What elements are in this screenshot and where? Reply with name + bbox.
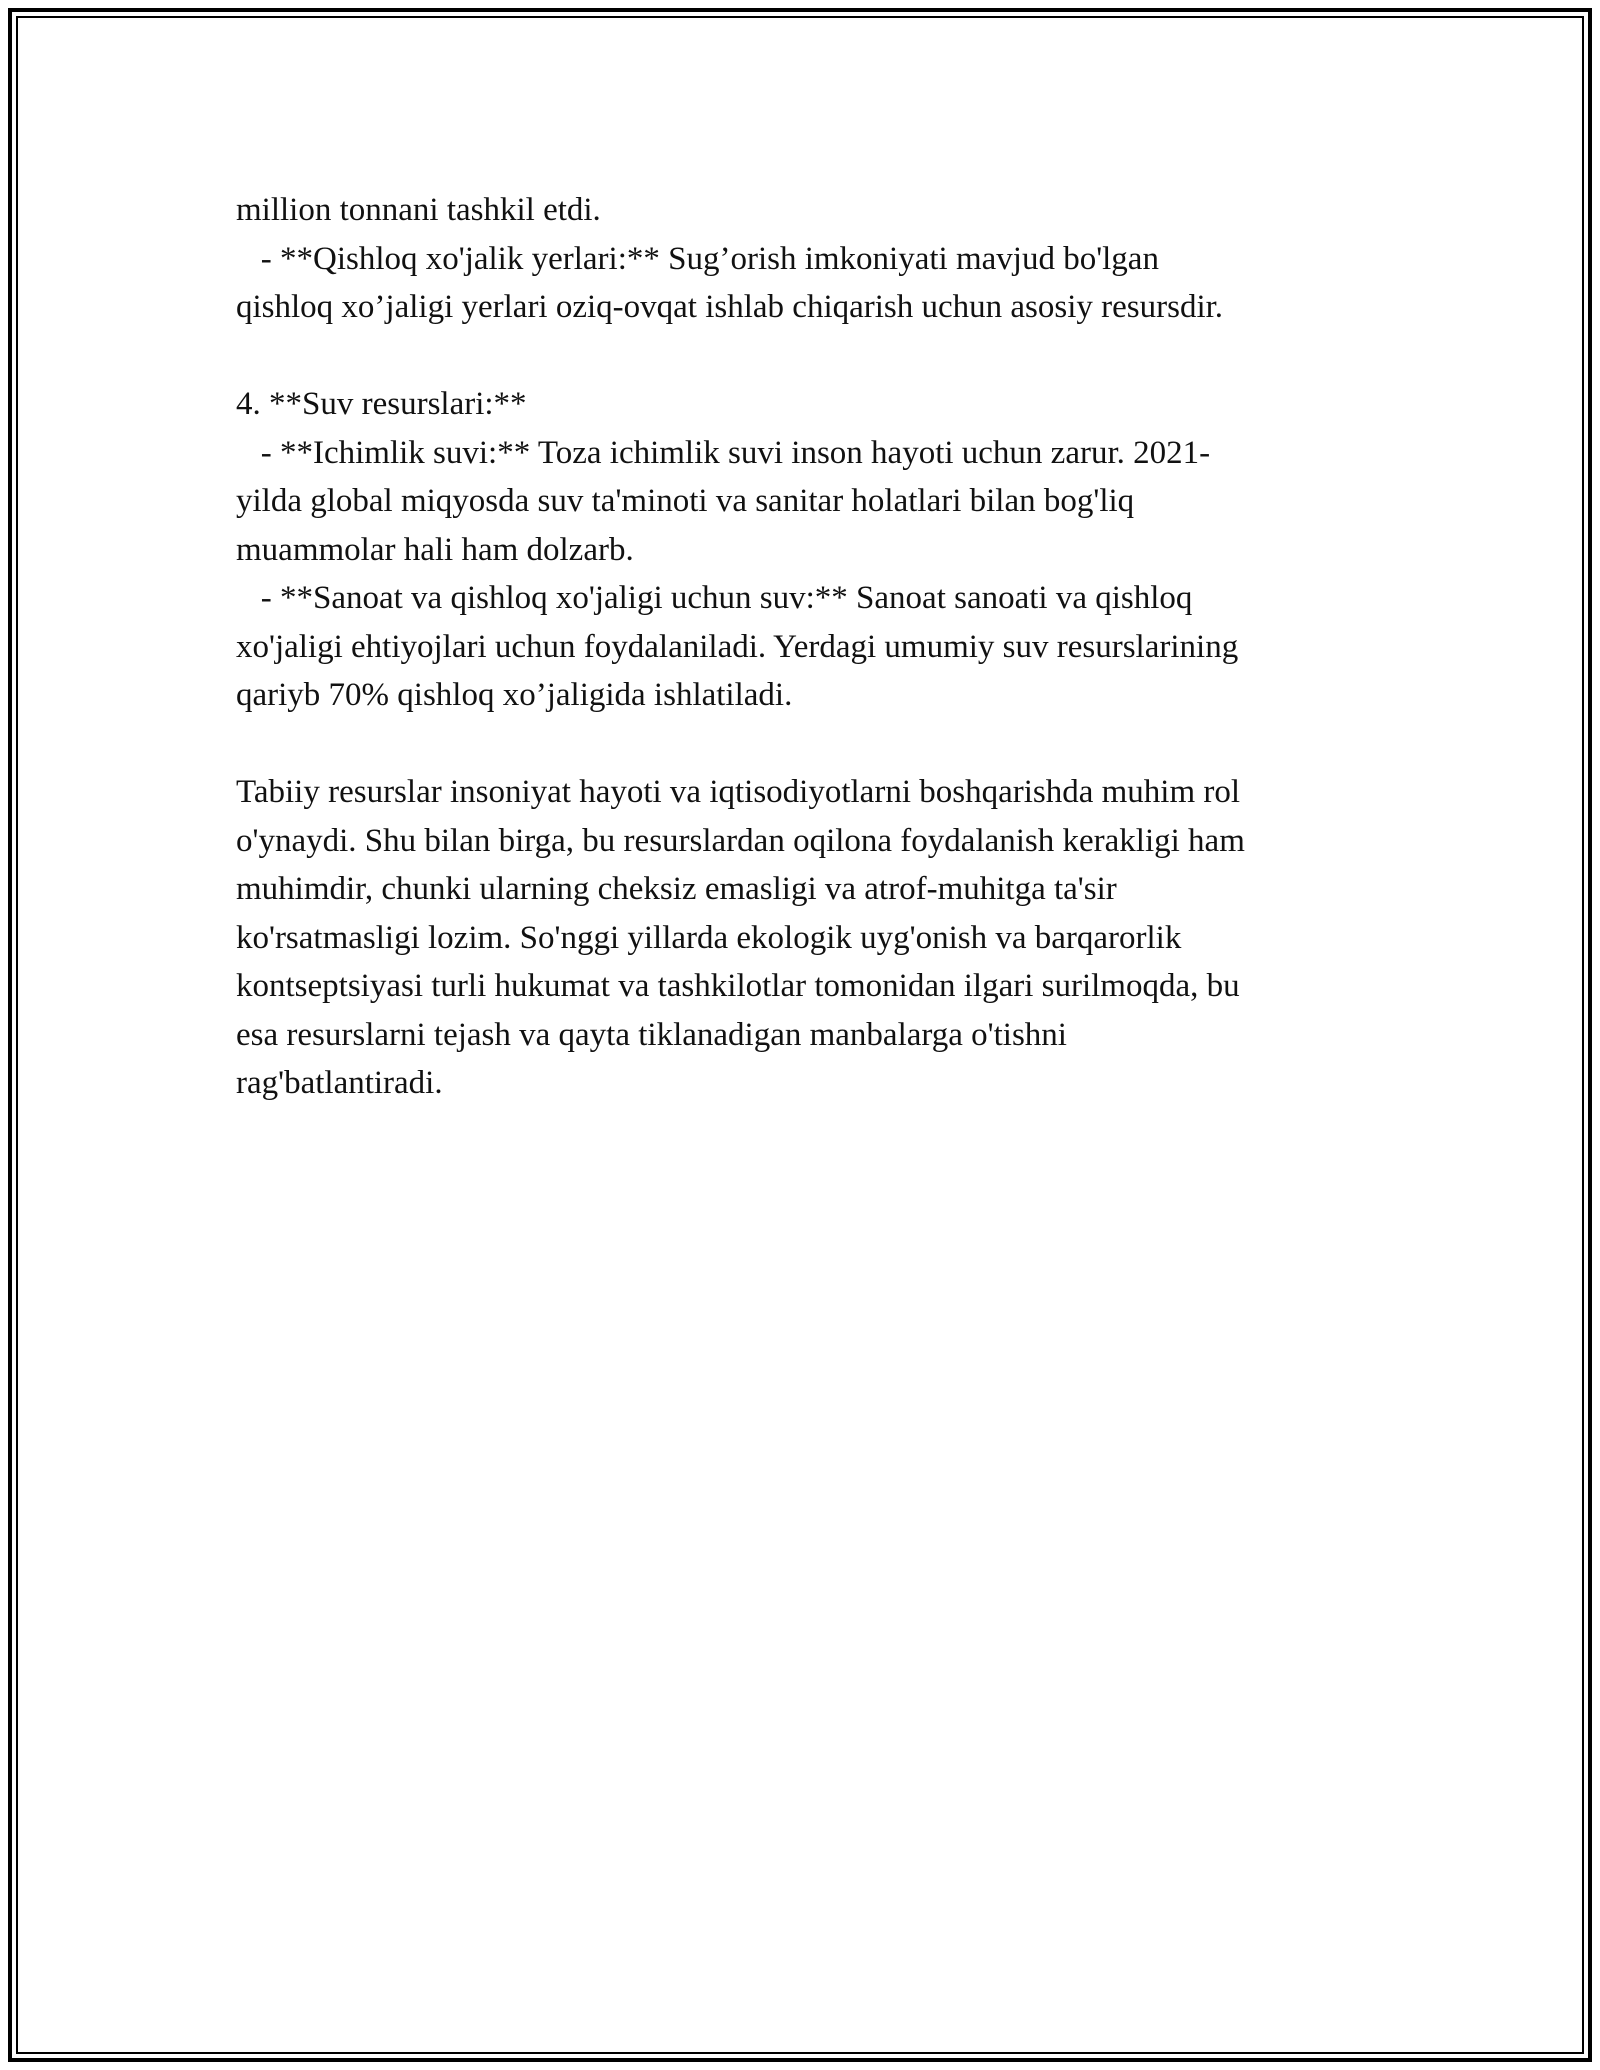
document-body	[236, 186, 1376, 1108]
text-line: o'ynaydi. Shu bilan birga, bu resurslardan oqilona foydalanish kerakligi ham	[236, 822, 1245, 859]
text-line: Tabiiy resurslar insoniyat hayoti va iqtisodiyotlarni boshqarishda muhim rol	[236, 774, 1241, 810]
bullet-drinking-water	[236, 429, 1376, 575]
bullet-industrial-water	[236, 574, 1376, 720]
text-line: - **Sanoat va qishloq xo'jaligi uchun suv:** Sanoat sanoati va qishloq	[236, 580, 1193, 616]
text-line: - **Ichimlik suvi:** Toza ichimlik suvi inson hayoti uchun zarur. 2021-	[236, 434, 1211, 471]
text-line: rag'batlantiradi.	[236, 1065, 443, 1101]
text-line: - **Qishloq xo'jalik yerlari:** Sug’orish imkoniyati mavjud bo'lgan	[236, 240, 1159, 277]
conclusion-paragraph	[236, 768, 1376, 1108]
bullet-agricultural-land	[236, 235, 1376, 332]
paragraph-spacer	[236, 332, 1376, 381]
text-line: qariyb 70% qishloq xo’jaligida ishlatiladi.	[236, 677, 793, 713]
section-heading: 4. **Suv resurslari:**	[236, 386, 527, 422]
text-line: qishloq xo’jaligi yerlari oziq-ovqat ishlab chiqarish uchun asosiy resursdir.	[236, 289, 1224, 325]
text-line: muhimdir, chunki ularning cheksiz emasligi va atrof-muhitga ta'sir	[236, 871, 1117, 907]
text-line: muammolar hali ham dolzarb.	[236, 531, 634, 568]
text-line: million tonnani tashkil etdi.	[236, 192, 601, 228]
text-line: xo'jaligi ehtiyojlari uchun foydalaniladi. Yerdagi umumiy suv resurslarining	[236, 628, 1239, 665]
section-3-continuation	[236, 186, 1376, 332]
paragraph-spacer	[236, 720, 1376, 769]
text-line: ko'rsatmasligi lozim. So'nggi yillarda ekologik uyg'onish va barqarorlik	[236, 919, 1182, 956]
text-line: esa resurslarni tejash va qayta tiklanadigan manbalarga o'tishni	[236, 1016, 1067, 1053]
text-line: yilda global miqyosda suv ta'minoti va sanitar holatlari bilan bog'liq	[236, 483, 1135, 519]
section-4-water-resources	[236, 380, 1376, 720]
text-line: kontseptsiyasi turli hukumat va tashkilotlar tomonidan ilgari surilmoqda, bu	[236, 968, 1240, 1004]
